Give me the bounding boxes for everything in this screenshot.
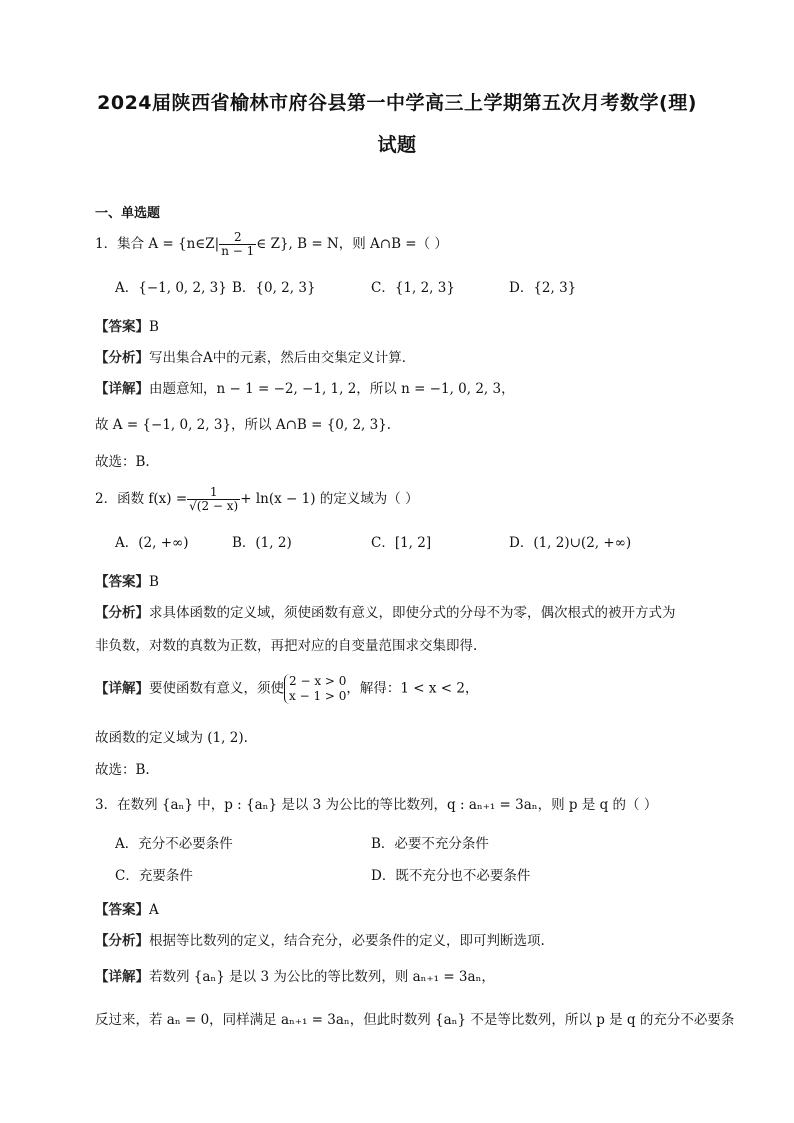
q3-analysis-text: 根据等比数列的定义，结合充分，必要条件的定义，即可判断选项. — [149, 933, 545, 949]
q2-analysis-text: 求具体函数的定义域，须使函数有意义，即使分式的分母不为零，偶次根式的被开方式为 — [149, 605, 676, 621]
q2-analysis — [95, 604, 676, 622]
detail-tag: 【 详解 】 — [95, 681, 149, 697]
q1-frac-den: n − 1 — [221, 244, 255, 258]
q2-inequality-2: x − 1 > 0 — [289, 689, 347, 703]
q3-detail-text: 若数列 {aₙ} 是以 3 为公比的等比数列，则 aₙ₊₁ = 3aₙ， — [149, 969, 495, 985]
q2-option-c: C．[1, 2] — [371, 535, 432, 551]
q2-answer-value: B — [149, 574, 159, 590]
q2-option-d: D．(1, 2)∪(2, +∞) — [509, 535, 632, 551]
answer-tag: 【 答案 】 — [95, 902, 149, 918]
q2-option-b: B．(1, 2) — [232, 535, 292, 551]
q1-option-c: C．{1, 2, 3} — [371, 280, 455, 296]
q3-answer — [95, 901, 159, 919]
q3-analysis — [95, 932, 545, 950]
analysis-tag: 【 分析 】 — [95, 350, 149, 366]
q1-stem-start: 1．集合 A = {n∈Z| — [95, 236, 220, 252]
q2-inequality-system — [284, 674, 346, 704]
q1-option-d: D．{2, 3} — [509, 280, 577, 296]
q2-stem — [95, 486, 419, 513]
q1-stem-end: ∈ Z}, B = N，则 A∩B =（ ） — [256, 236, 448, 252]
q2-fraction — [187, 486, 240, 513]
q1-answer — [95, 318, 159, 336]
q1-stem — [95, 231, 448, 258]
q3-answer-value: A — [149, 902, 159, 918]
q3-detail-line2: 反过来，若 aₙ = 0，同样满足 aₙ₊₁ = 3aₙ，但此时数列 {aₙ} 不是等比数列，所以 p 是 q 的充分不必要条 — [95, 1012, 735, 1028]
q1-answer-value: B — [149, 319, 159, 335]
document-title-line2: 试题 — [377, 134, 417, 156]
q2-conclusion: 故选：B. — [95, 762, 150, 778]
q2-detail-text-b: ，解得：1 < x < 2， — [346, 680, 479, 697]
q3-option-a: A．充分不必要条件 — [115, 836, 233, 852]
q2-stem-start: 2．函数 f(x) = — [95, 491, 188, 507]
q2-inequality-1: 2 − x > 0 — [289, 674, 347, 688]
q1-detail-text: 由题意知，n − 1 = −2, −1, 1, 2，所以 n = −1, 0, 2, 3， — [149, 381, 515, 397]
q1-detail — [95, 380, 515, 398]
q1-option-b: B．{0, 2, 3} — [232, 280, 316, 296]
q3-detail — [95, 968, 495, 986]
answer-tag: 【 答案 】 — [95, 574, 149, 590]
q1-fraction — [219, 231, 256, 258]
q3-option-b: B．必要不充分条件 — [371, 836, 489, 852]
q2-answer — [95, 573, 159, 591]
q2-frac-num: 1 — [187, 486, 240, 500]
analysis-tag: 【 分析 】 — [95, 605, 149, 621]
q3-option-d: D．既不充分也不必要条件 — [371, 868, 531, 884]
q1-detail-line2: 故 A = {−1, 0, 2, 3}，所以 A∩B = {0, 2, 3}. — [95, 417, 392, 433]
q1-analysis — [95, 349, 415, 367]
q1-frac-num: 2 — [219, 231, 256, 245]
q2-detail-text-a: 要使函数有意义，须使 — [149, 680, 284, 697]
document-title-line1: 2024届陕西省榆林市府谷县第一中学高三上学期第五次月考数学(理) — [97, 92, 697, 114]
q2-stem-end: + ln(x − 1) 的定义域为（ ） — [240, 491, 419, 507]
section-heading: 一、单选题 — [95, 206, 161, 221]
q2-detail — [95, 674, 479, 704]
q2-frac-den: √(2 − x) — [189, 499, 239, 513]
q2-analysis-line2: 非负数，对数的真数为正数，再把对应的自变量范围求交集即得. — [95, 638, 478, 654]
q2-detail-line2: 故函数的定义域为 (1, 2). — [95, 730, 248, 746]
analysis-tag: 【 分析 】 — [95, 933, 149, 949]
answer-tag: 【 答案 】 — [95, 319, 149, 335]
detail-tag: 【 详解 】 — [95, 381, 149, 397]
q1-analysis-text: 写出集合A中的元素，然后由交集定义计算． — [149, 350, 416, 366]
q3-option-c: C．充要条件 — [115, 868, 193, 884]
q2-option-a: A．(2, +∞) — [115, 535, 189, 551]
q1-option-a: A．{−1, 0, 2, 3} — [115, 280, 227, 296]
q1-conclusion: 故选：B. — [95, 454, 150, 470]
detail-tag: 【 详解 】 — [95, 969, 149, 985]
q3-stem: 3．在数列 {aₙ} 中，p : {aₙ} 是以 3 为公比的等比数列，q : aₙ₊₁ = 3aₙ，则 p 是 q 的（ ） — [95, 797, 658, 813]
